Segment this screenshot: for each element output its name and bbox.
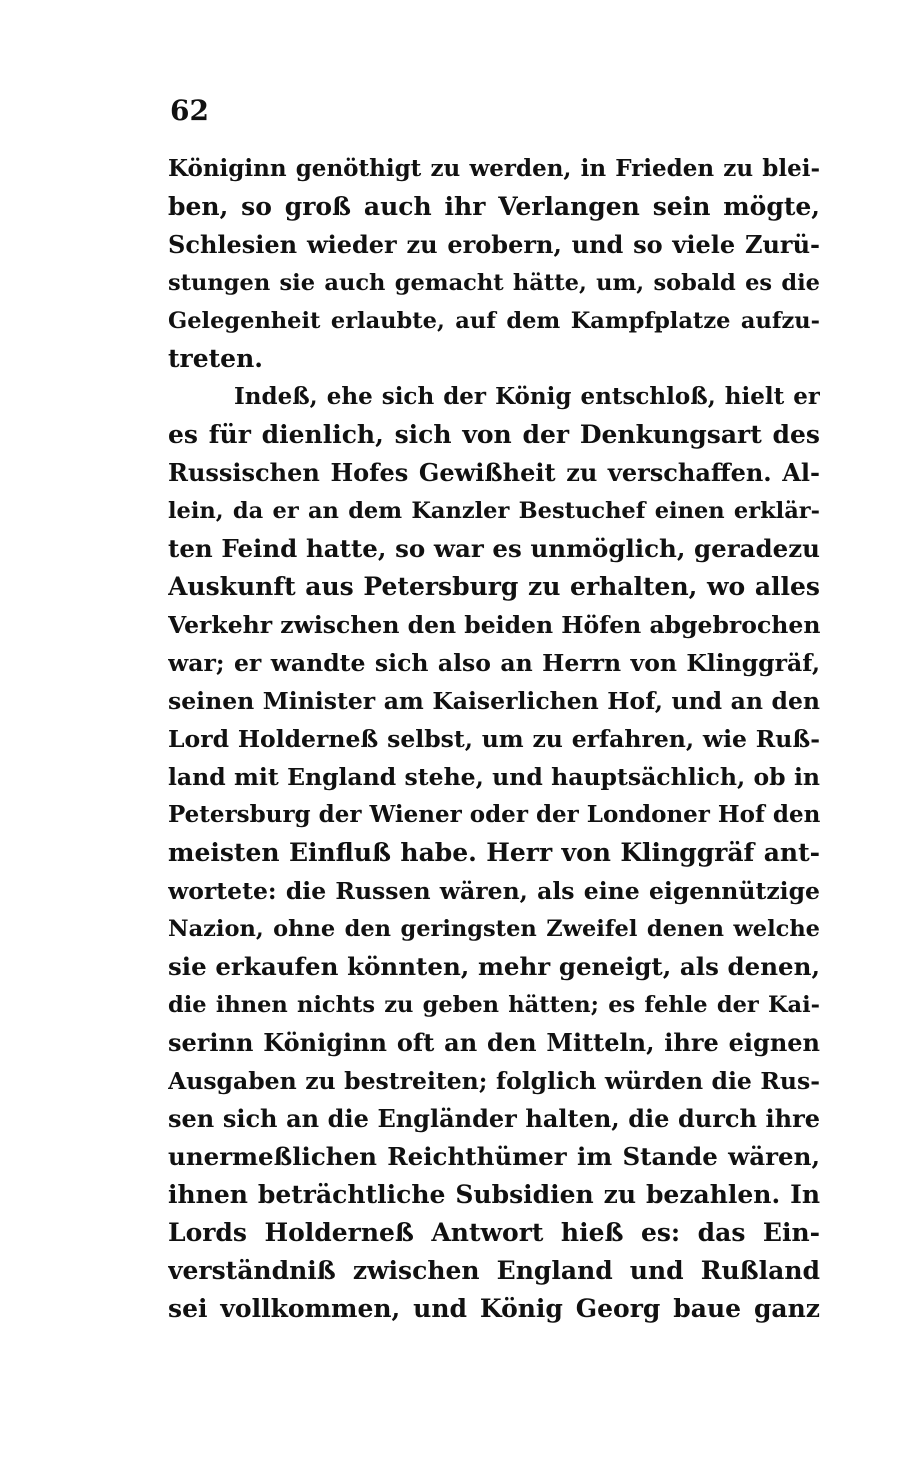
text-line: wortete: die Russen wären, als eine eigennützige: [168, 877, 820, 905]
text-line: ben, so groß auch ihr Verlangen sein mögte,: [168, 192, 820, 221]
text-line: unermeßlichen Reichthümer im Stande wären,: [168, 1142, 820, 1171]
text-line: sie erkaufen könnten, mehr geneigt, als denen,: [168, 952, 820, 981]
text-line: Petersburg der Wiener oder der Londoner Hof den: [168, 801, 820, 828]
text-line: serinn Königinn oft an den Mitteln, ihre eignen: [168, 1028, 820, 1057]
text-line: ihnen beträchtliche Subsidien zu bezahlen. In: [168, 1180, 820, 1209]
text-line: stungen sie auch gemacht hätte, um, sobald es die: [168, 270, 820, 296]
text-line: Ausgaben zu bestreiten; folglich würden die Rus-: [168, 1067, 820, 1095]
text-line: Verkehr zwischen den beiden Höfen abgebrochen: [168, 611, 820, 639]
text-line: Gelegenheit erlaubte, auf dem Kampfplatze aufzu-: [168, 308, 820, 334]
text-line: war; er wandte sich also an Herrn von Klinggräf,: [168, 649, 820, 677]
page-number: 62: [170, 94, 209, 127]
text-line: Schlesien wieder zu erobern, und so viele Zurü-: [168, 230, 820, 259]
text-line: Auskunft aus Petersburg zu erhalten, wo alles: [168, 572, 820, 601]
text-line: lein, da er an dem Kanzler Bestuchef einen erklär-: [168, 498, 820, 524]
text-line: Lords Holderneß Antwort hieß es: das Ein-: [168, 1218, 820, 1247]
text-line: Lord Holderneß selbst, um zu erfahren, wie Ruß-: [168, 725, 820, 753]
text-line: sei vollkommen, und König Georg baue ganz: [168, 1294, 820, 1323]
text-line: Nazion, ohne den geringsten Zweifel denen welche: [168, 916, 820, 942]
text-line: ten Feind hatte, so war es unmöglich, geradezu: [168, 534, 820, 563]
text-line: Königinn genöthigt zu werden, in Frieden zu blei-: [168, 155, 820, 182]
text-line: sen sich an die Engländer halten, die durch ihre: [168, 1104, 820, 1133]
text-line: seinen Minister am Kaiserlichen Hof, und an den: [168, 687, 820, 715]
text-line: Russischen Hofes Gewißheit zu verschaffen. Al-: [168, 458, 820, 487]
text-line: land mit England stehe, und hauptsächlich, ob in: [168, 763, 820, 791]
text-line: treten.: [168, 344, 263, 373]
text-line: verständniß zwischen England und Rußland: [168, 1256, 820, 1285]
paragraph-first-line: Indeß, ehe sich der König entschloß, hielt er: [234, 383, 820, 410]
text-line: es für dienlich, sich von der Denkungsart des: [168, 420, 820, 449]
text-line: meisten Einfluß habe. Herr von Klinggräf ant-: [168, 838, 820, 867]
text-line: die ihnen nichts zu geben hätten; es fehle der Kai-: [168, 992, 820, 1018]
